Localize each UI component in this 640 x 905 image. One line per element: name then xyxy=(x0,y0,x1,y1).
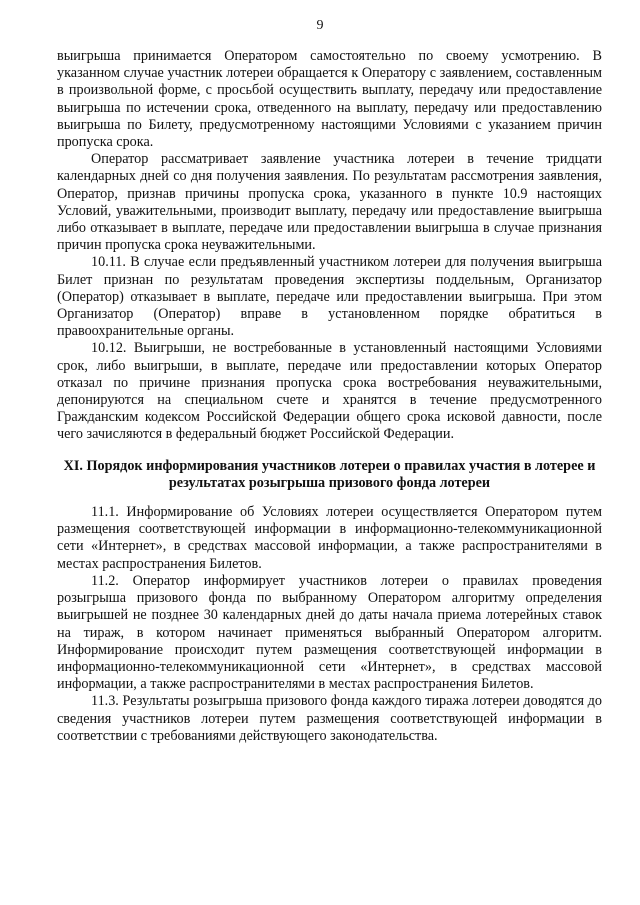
paragraph-10-11: 10.11. В случае если предъявленный участником лотереи для получения выигрыша Билет признан по результатам проведения экспертизы поддельным, Организатор (Оператор) отказывает в выплате, передаче или предоставлении выигрыша. При этом Организатор (Оператор) вправе в установленном порядке обратиться в правоохранительные органы. xyxy=(57,254,602,340)
paragraph-continuation: выигрыша принимается Оператором самостоятельно по своему усмотрению. В указанном случае участник лотереи обращается к Оператору с заявлением, составленным в произвольной форме, с просьбой осуществить выплату, передачу или предоставление выигрыша по истечении срока, отведенного на выплату, передачу или предоставлению выигрыша по Билету, предусмотренному настоящими Условиями с указанием причин пропуска срока. xyxy=(57,48,602,151)
document-body xyxy=(57,48,602,745)
section-heading-xi: XI. Порядок информирования участников лотереи о правилах участия в лотерее и результатах розыгрыша призового фонда лотереи xyxy=(63,457,596,491)
paragraph-11-1: 11.1. Информирование об Условиях лотереи осуществляется Оператором путем размещения соответствующей информации в информационно-телекоммуникационной сети «Интернет», в средствах массовой информации, а также распространителями в местах распространения Билетов. xyxy=(57,504,602,572)
paragraph-11-3: 11.3. Результаты розыгрыша призового фонда каждого тиража лотереи доводятся до сведения участников лотереи путем размещения соответствующей информации в соответствии с требованиями действующего законодательства. xyxy=(57,693,602,744)
page-number: 9 xyxy=(316,18,324,33)
paragraph-11-2: 11.2. Оператор информирует участников лотереи о правилах проведения розыгрыша призового фонда по выбранному Оператором алгоритму определения выигрышей не позднее 30 календарных дней до даты начала приема лотерейных ставок на тираж, в котором начинает применяться выбранный Оператором алгоритм. Информирование происходит путем размещения соответствующей информации в информационно-телекоммуникационной сети «Интернет», в средствах массовой информации, а также распространителями в местах распространения Билетов. xyxy=(57,572,602,693)
paragraph-10-12: 10.12. Выигрыши, не востребованные в установленный настоящими Условиями срок, либо выигрыши, в выплате, передаче или предоставлении которых Оператор отказал по причине признания пропуска срока востребования неуважительными, депонируются на специальном счете и хранятся в течение предусмотренного Гражданским кодексом Российской Федерации общего срока исковой давности, после чего зачисляются в федеральный бюджет Российской Федерации. xyxy=(57,340,602,443)
paragraph-operator-review: Оператор рассматривает заявление участника лотереи в течение тридцати календарных дней со дня получения заявления. По результатам рассмотрения заявления, Оператор, признав причины пропуска срока, указанного в пункте 10.9 настоящих Условий, уважительными, производит выплату, передачу или предоставление выигрыша либо отказывает в выплате, передаче или предоставлении выигрыша в случае признания причин пропуска срока неуважительными. xyxy=(57,151,602,254)
